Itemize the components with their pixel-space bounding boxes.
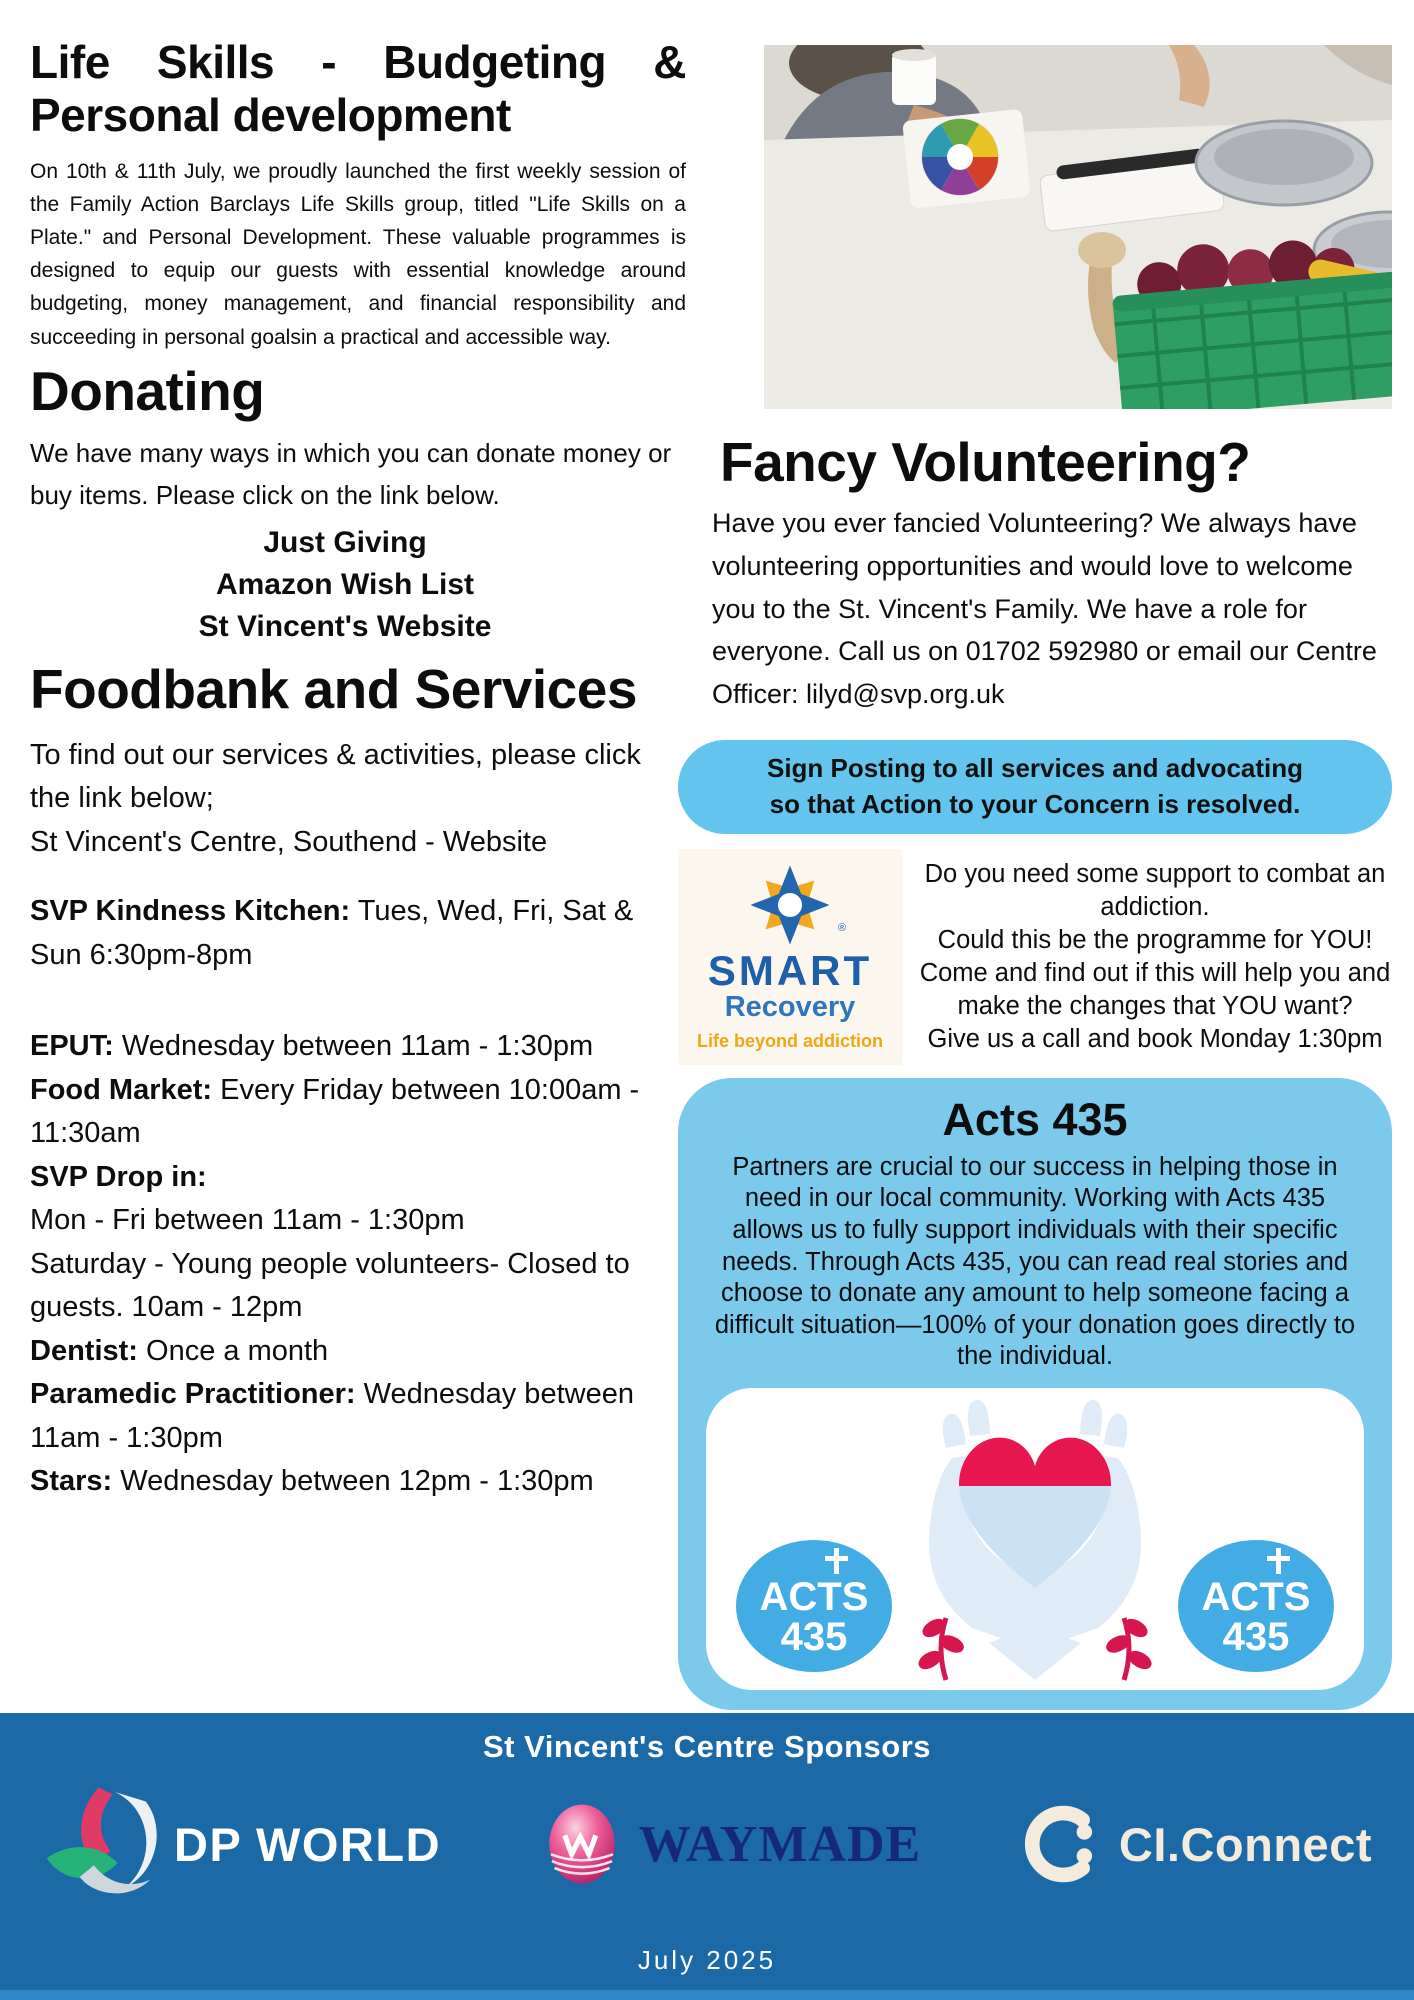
ci-connect-logo xyxy=(1019,1801,1372,1887)
waymade-logo xyxy=(539,1801,921,1887)
dp-world-label: DP WORLD xyxy=(174,1817,442,1871)
sprig-left-icon xyxy=(919,1618,963,1680)
left-column xyxy=(30,36,686,1504)
smart-logo-title: SMART xyxy=(707,946,873,994)
service-item-paramedic xyxy=(30,1373,658,1460)
service-label: SVP Kindness Kitchen: xyxy=(30,895,351,928)
sponsors-footer xyxy=(0,1713,1414,2000)
ci-connect-glyph-icon xyxy=(1019,1801,1105,1887)
svg-text:435: 435 xyxy=(780,1615,848,1659)
acts-badge-right xyxy=(1178,1540,1334,1672)
service-item-food-market xyxy=(30,1069,658,1156)
svg-text:ACTS: ACTS xyxy=(1201,1575,1311,1619)
foodbank-website-link[interactable]: St Vincent's Centre, Southend - Website xyxy=(30,825,548,858)
svg-text:435: 435 xyxy=(1222,1615,1290,1659)
dp-world-logo xyxy=(42,1785,441,1903)
foodbank-intro: To find out our services & activities, please click the link below; xyxy=(30,738,641,815)
link-st-vincents-website[interactable]: St Vincent's Website xyxy=(198,610,492,644)
right-column xyxy=(678,45,1392,716)
service-label: Food Market: xyxy=(30,1073,213,1106)
activity-photo-scene xyxy=(764,45,1392,409)
donating-body: We have many ways in which you can donate money or buy items. Please click on the link below. xyxy=(30,438,672,510)
activity-photo xyxy=(764,45,1392,409)
service-label: Paramedic Practitioner: xyxy=(30,1378,356,1411)
dp-world-swirl-icon xyxy=(42,1785,160,1903)
service-text: Wednesday between 12pm - 1:30pm xyxy=(112,1465,594,1498)
volunteering-body: Have you ever fancied Volunteering? We always have volunteering opportunities and would love to welcome you to the St. Vincent's Family. We have a role for everyone. Call us on 01702 592980 or email our Centre Officer: lilyd@svp.org.uk xyxy=(712,508,1377,710)
footer-accent-strip xyxy=(0,1990,1414,2000)
service-text: Wednesday between 11am - 1:30pm xyxy=(30,1378,634,1454)
issue-date: July 2025 xyxy=(637,1945,777,1975)
service-text: Wednesday between 11am - 1:30pm xyxy=(113,1030,594,1063)
sponsors-title: St Vincent's Centre Sponsors xyxy=(482,1729,931,1764)
service-item-stars xyxy=(30,1460,658,1504)
metal-bowl xyxy=(1196,121,1372,205)
service-item-kindness-kitchen xyxy=(30,890,658,977)
service-item-eput xyxy=(30,1025,658,1069)
smart-logo-tagline: Life beyond addiction xyxy=(696,1031,883,1052)
service-text: Saturday - Young people volunteers- Closed to guests. 10am - 12pm xyxy=(30,1247,630,1324)
link-amazon-wish-list[interactable]: Amazon Wish List xyxy=(215,568,475,602)
volunteering-heading: Fancy Volunteering? xyxy=(720,431,1251,493)
service-text: Once a month xyxy=(137,1334,329,1367)
acts-435-card xyxy=(678,1078,1392,1710)
acts-heading: Acts 435 xyxy=(942,1094,1128,1145)
service-label: EPUT: xyxy=(30,1030,114,1063)
service-text: Mon - Fri between 11am - 1:30pm xyxy=(30,1204,465,1237)
hands-heart-graphic xyxy=(706,1388,1364,1690)
life-skills-title: Life Skills - Budgeting & Personal development xyxy=(30,36,686,142)
service-item-saturday xyxy=(30,1243,658,1330)
link-just-giving[interactable]: Just Giving xyxy=(263,526,427,560)
service-text: Every Friday between 10:00am - 11:30am xyxy=(30,1073,640,1150)
smart-recovery-text xyxy=(918,858,1392,1057)
service-label: Stars: xyxy=(30,1465,113,1498)
service-text: Tues, Wed, Fri, Sat & Sun 6:30pm-8pm xyxy=(30,895,634,971)
life-skills-body: On 10th & 11th July, we proudly launched the first weekly session of the Family Action Barclays Life Skills group, titled "Life Skills on a Plate." and Personal Development. These valuable programmes is designed to equip our guests with essential knowledge around budgeting, money management, and financial responsibility and succeeding in personal goalsin a practical and accessible way. xyxy=(30,159,686,349)
smart-star-icon xyxy=(747,862,833,948)
signposting-banner xyxy=(678,740,1392,834)
sponsor-logos-row xyxy=(0,1765,1414,1903)
signposting-line2: so that Action to your Concern is resolved. xyxy=(769,789,1301,819)
smart-logo-subtitle: Recovery xyxy=(724,990,856,1023)
waymade-sphere-icon xyxy=(539,1801,625,1887)
smart-line: Do you need some support to combat an addiction. xyxy=(924,859,1386,921)
acts-body: Partners are crucial to our success in helping those in need in our local community. Working with Acts 435 allows us to fully support individuals with their specific needs. Through Acts 435, you can read real stories and choose to donate any amount to help someone facing a difficult situation—100% of your donation goes directly to the individual. xyxy=(714,1152,1356,1371)
budget-colour-wheel xyxy=(922,119,998,195)
waymade-label: WAYMADE xyxy=(638,1815,922,1873)
service-label: SVP Drop in: xyxy=(30,1160,207,1193)
smart-line: Give us a call and book Monday 1:30pm xyxy=(927,1025,1383,1054)
donation-links xyxy=(30,522,660,648)
svg-text:ACTS: ACTS xyxy=(759,1575,869,1619)
service-item-dentist xyxy=(30,1330,658,1374)
service-item-drop-in xyxy=(30,1156,658,1200)
donating-heading: Donating xyxy=(30,359,265,422)
service-label: Dentist: xyxy=(30,1334,138,1367)
smart-recovery-logo: ® SMART Recovery Life beyond addiction xyxy=(678,849,902,1065)
foodbank-heading: Foodbank and Services xyxy=(30,658,637,721)
service-item-drop-in-hours xyxy=(30,1199,658,1243)
signposting-line1: Sign Posting to all services and advocating xyxy=(766,753,1304,784)
smart-recovery-section xyxy=(678,848,1392,1066)
sprig-right-icon xyxy=(1107,1618,1151,1680)
acts-435-illustration xyxy=(706,1388,1364,1690)
acts-badge-left xyxy=(736,1540,892,1672)
smart-line: Could this be the programme for YOU! xyxy=(937,925,1373,954)
ci-connect-label: CI.Connect xyxy=(1118,1817,1372,1871)
smart-line: Come and find out if this will help you and make the changes that YOU want? xyxy=(919,959,1391,1021)
